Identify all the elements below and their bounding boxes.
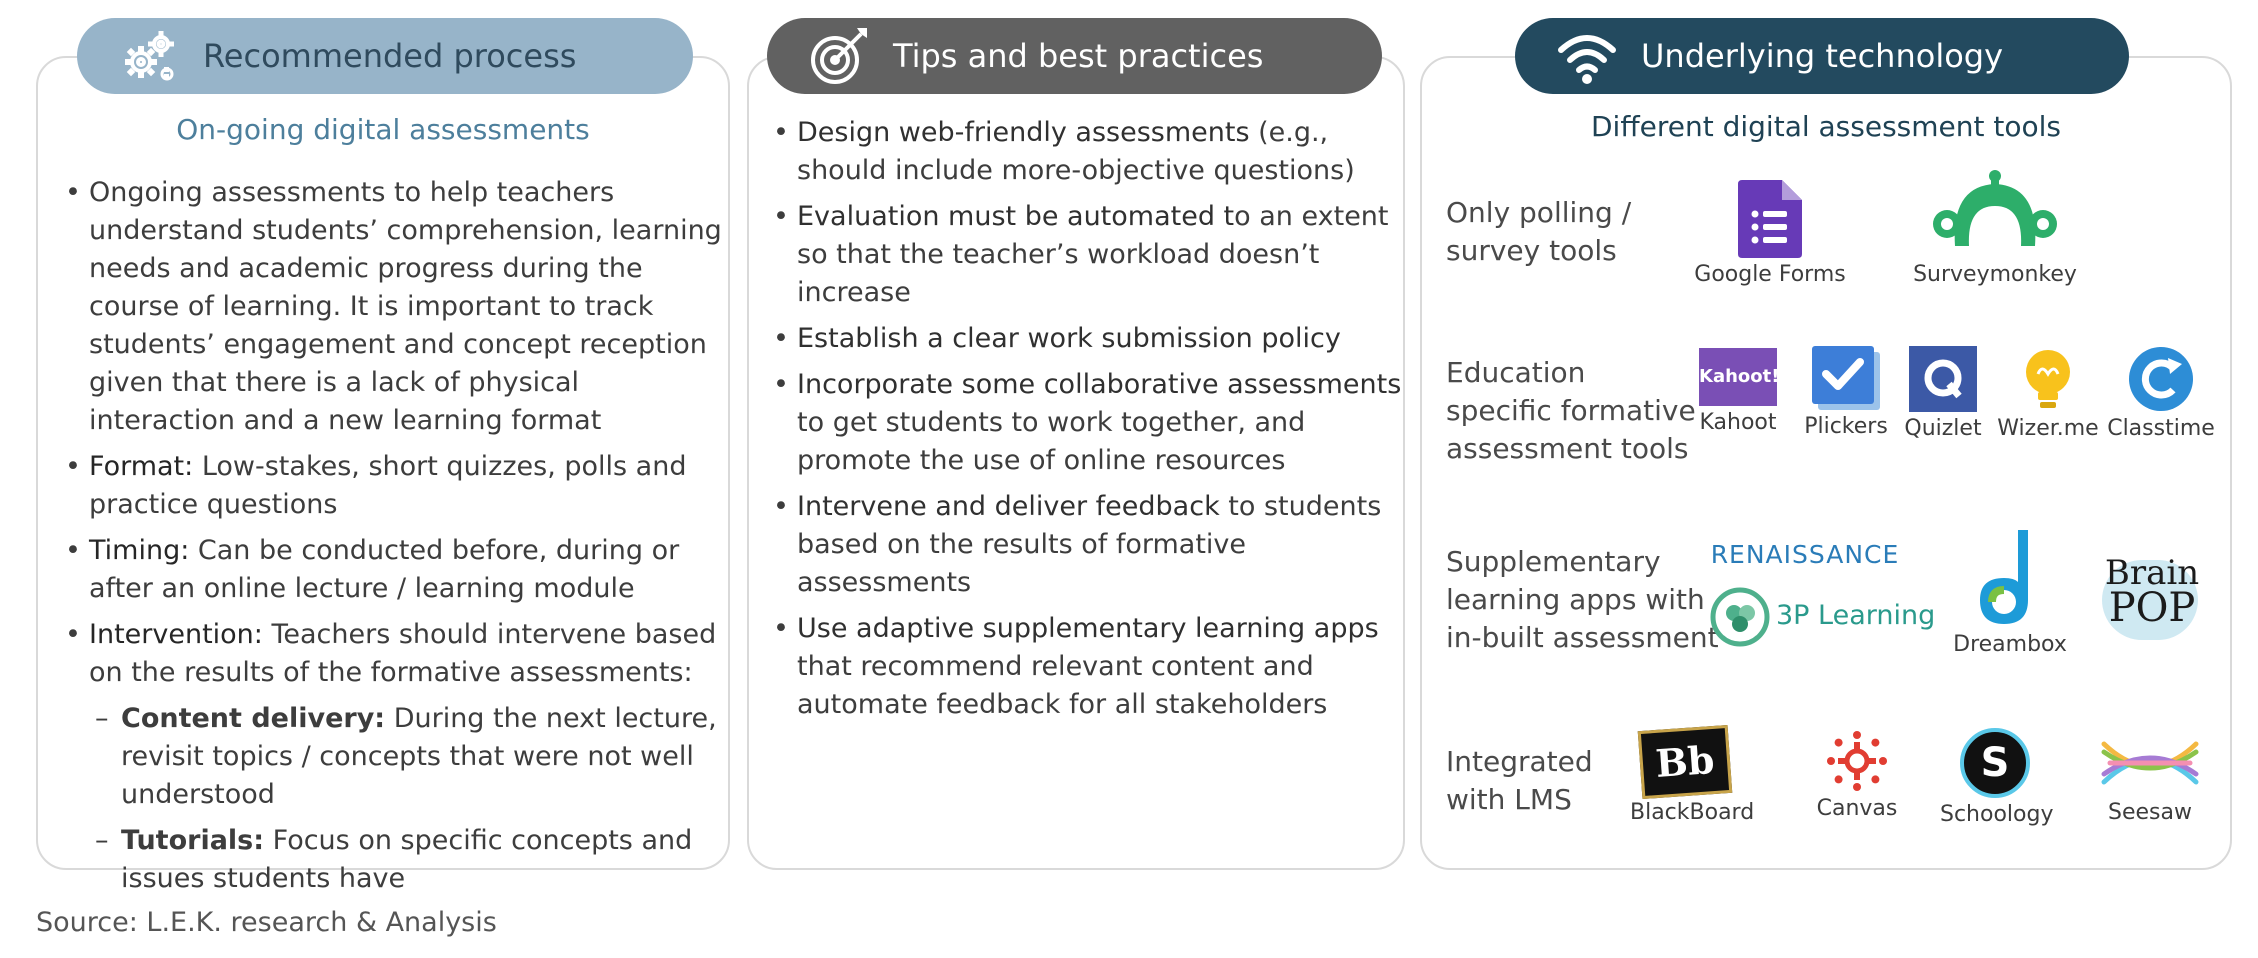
canvas-logo-icon xyxy=(1826,730,1888,792)
list-item: • Use adaptive supplementary learning apps that recommend relevant content and automate feedback for all stakeholders xyxy=(773,613,1379,720)
surveymonkey-logo-icon xyxy=(1925,166,2065,258)
dreambox-logo-icon xyxy=(1972,528,2048,628)
list-item: • Evaluation must be automated to an extent so that the teacher’s workload doesn’t increase xyxy=(773,201,1389,308)
list-item: • Intervene and deliver feedback to students based on the results of formative assessments xyxy=(773,491,1382,598)
3p-learning-icon xyxy=(1710,587,1772,647)
tips-title: Tips and best practices xyxy=(893,37,1264,75)
tips-list xyxy=(773,114,1403,732)
list-item: • Design web-friendly assessments (e.g., should include more-objective questions) xyxy=(773,117,1355,186)
google-forms-tool: Google Forms xyxy=(1690,180,1850,287)
technology-title: Underlying technology xyxy=(1641,37,2004,75)
recommended-process-title: Recommended process xyxy=(203,37,577,75)
ongoing-assessments-subheading: On-going digital assessments xyxy=(176,113,590,146)
seesaw-tool: Seesaw xyxy=(2090,730,2210,825)
dreambox-tool: Dreambox xyxy=(1950,528,2070,657)
wizer-tool: Wizer.me xyxy=(1996,346,2100,441)
assessment-tools-subheading: Different digital assessment tools xyxy=(1591,110,2061,143)
plickers-logo-icon xyxy=(1808,344,1884,410)
canvas-tool: Canvas xyxy=(1812,730,1902,821)
category-polling-survey: Only polling / survey tools xyxy=(1446,196,1632,267)
quizlet-logo-icon xyxy=(1909,346,1977,412)
tips-header xyxy=(767,18,1382,94)
list-item: • Ongoing assessments to help teachers understand students’ comprehension, learning needs and academic progress during the course of learning. It is important to track students’ engagement and concept reception given that there is a lack of physical interaction and a new learning format xyxy=(65,177,722,436)
wifi-icon xyxy=(1555,24,1619,88)
brainpop-logo: Brain POP xyxy=(2092,554,2212,644)
category-lms: Integrated with LMS xyxy=(1446,745,1593,816)
list-item: • Format: Low-stakes, short quizzes, polls and practice questions xyxy=(65,451,687,520)
renaissance-logo: RENAISSANCE xyxy=(1710,540,1900,569)
plickers-tool: Plickers xyxy=(1798,344,1894,439)
list-item: • Incorporate some collaborative assessments to get students to work together, and promote the use of online resources xyxy=(773,369,1402,476)
3p-learning-logo: 3P Learning xyxy=(1710,587,1920,647)
recommended-process-list xyxy=(65,174,725,906)
google-forms-logo-icon xyxy=(1738,180,1802,258)
list-item: • Establish a clear work submission policy xyxy=(773,323,1341,354)
surveymonkey-tool: Surveymonkey xyxy=(1910,166,2080,287)
sub-list-item: – Tutorials: Focus on specific concepts and issues students have xyxy=(95,825,693,894)
target-icon xyxy=(807,24,871,88)
blackboard-logo: Bb xyxy=(1638,725,1733,799)
sub-list-item: – Content delivery: During the next lecture, revisit topics / concepts that were not well understood xyxy=(95,703,717,810)
category-supplementary-apps: Supplementary learning apps with in-built assessment xyxy=(1446,545,1719,654)
technology-header xyxy=(1515,18,2129,94)
lightbulb-icon xyxy=(2020,346,2076,412)
quizlet-tool: Quizlet xyxy=(1898,346,1988,441)
classtime-tool: Classtime xyxy=(2106,346,2216,441)
blackboard-tool: Bb BlackBoard xyxy=(1630,728,1740,825)
gears-icon xyxy=(117,24,181,88)
schoology-tool: S Schoology xyxy=(1940,728,2050,827)
category-formative-assessment: Education specific formative assessment tools xyxy=(1446,356,1696,465)
list-item: • Timing: Can be conducted before, during or after an online lecture / learning module xyxy=(65,535,680,604)
source-note: Source: L.E.K. research & Analysis xyxy=(36,907,497,938)
recommended-process-header xyxy=(77,18,693,94)
seesaw-logo-icon xyxy=(2100,730,2200,796)
schoology-logo: S xyxy=(1960,728,2030,798)
kahoot-logo: Kahoot! xyxy=(1699,348,1777,406)
list-item: • Intervention: Teachers should intervene based on the results of the formative assessments: xyxy=(65,619,717,688)
kahoot-tool: Kahoot! Kahoot xyxy=(1690,348,1786,435)
classtime-logo-icon xyxy=(2128,346,2194,412)
